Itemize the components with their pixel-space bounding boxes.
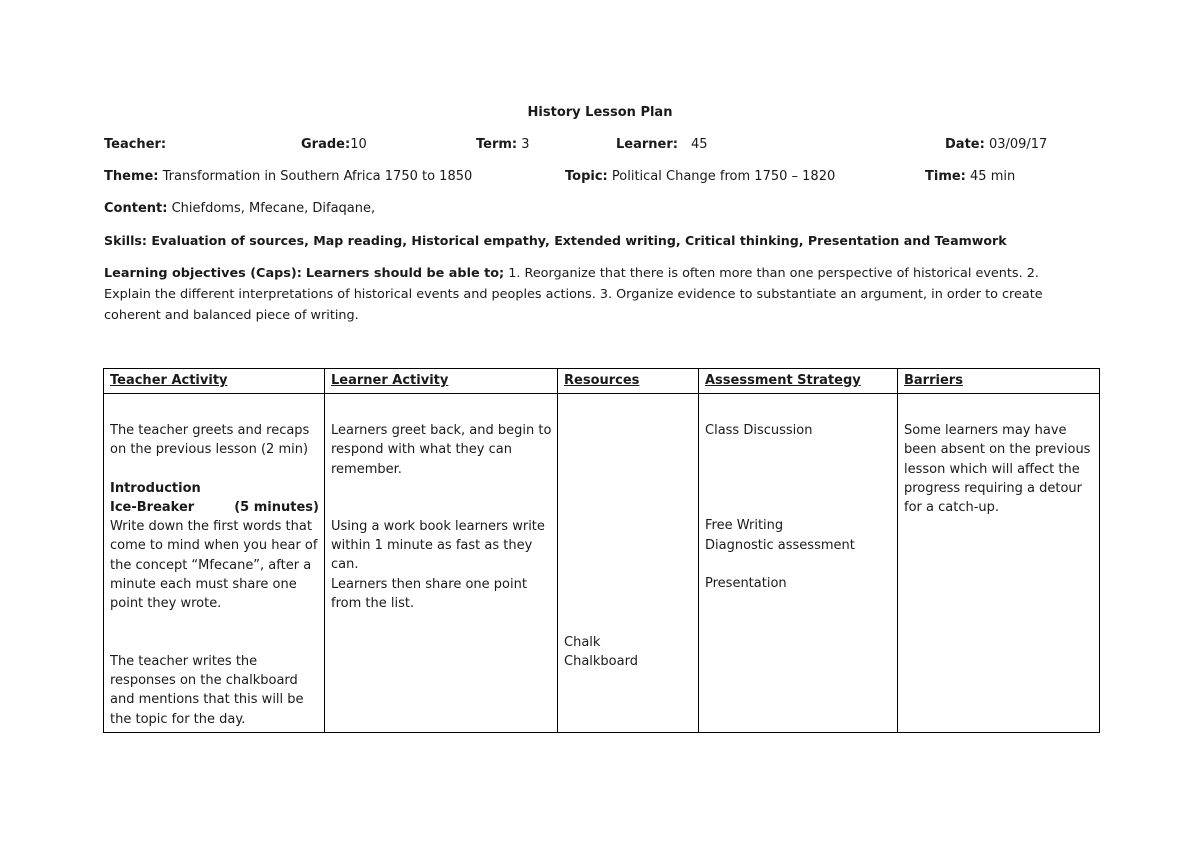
topic-value: Political Change from 1750 – 1820: [611, 169, 836, 184]
date-label: Date:: [945, 137, 985, 152]
text-line: minute each must share one: [110, 577, 297, 593]
header-resources: Resources: [558, 369, 699, 394]
text-line: Learners then share one point: [331, 576, 527, 592]
text-line: lesson which will affect the: [904, 461, 1080, 477]
learner-label: Learner:: [616, 137, 678, 152]
text-line: the concept “Mfecane”, after a: [110, 557, 312, 573]
term-value: 3: [521, 137, 530, 152]
learner-activity-cell: [325, 394, 558, 733]
resource-item: Chalk: [564, 635, 601, 650]
time-field: [925, 168, 1015, 186]
resources-cell: [558, 394, 699, 733]
text-line: Write down the first words that: [110, 519, 312, 535]
teacher-activity-cell: [104, 394, 325, 733]
icebreaker-time: (5 minutes): [234, 499, 319, 515]
time-label: Time:: [925, 169, 966, 184]
icebreaker-label: Ice-Breaker: [110, 499, 195, 515]
text-line: Using a work book learners write: [331, 518, 545, 534]
introduction-heading: Introduction: [110, 480, 201, 496]
resource-item: Chalkboard: [564, 654, 638, 670]
header-assessment-strategy: Assessment Strategy: [699, 369, 898, 394]
topic-field: [565, 168, 835, 186]
learner-field: [616, 136, 708, 154]
text-line: the topic for the day.: [110, 711, 246, 727]
text-line: come to mind when you hear of: [110, 538, 318, 554]
text-line: progress requiring a detour: [904, 480, 1082, 496]
barriers-cell: [898, 394, 1100, 733]
grade-field: [301, 136, 367, 154]
document-title: History Lesson Plan: [527, 105, 673, 120]
content-value: Chiefdoms, Mfecane, Difaqane,: [171, 201, 376, 216]
text-line: on the previous lesson (2 min): [110, 442, 309, 458]
skills-line: Skills: Evaluation of sources, Map reading, Historical empathy, Extended writing, Critical thinking, Presentation and Teamwork: [104, 233, 1007, 248]
text-line: responses on the chalkboard: [110, 672, 298, 688]
text-line: been absent on the previous: [904, 442, 1091, 458]
text-line: Learners greet back, and begin to: [331, 423, 552, 438]
term-field: [476, 136, 530, 154]
assessment-item: Presentation: [705, 575, 787, 591]
text-line: The teacher writes the: [110, 653, 258, 669]
learner-value: 45: [690, 137, 708, 152]
text-line: within 1 minute as fast as they: [331, 538, 533, 554]
objectives-lead: Learners should be able to;: [305, 266, 505, 281]
theme-value: Transformation in Southern Africa 1750 to 1850: [162, 169, 473, 184]
text-line: can.: [331, 557, 359, 573]
text-line: point they wrote.: [110, 596, 222, 612]
table-row: [104, 394, 1100, 733]
grade-label: Grade:: [301, 137, 351, 152]
objectives-text: 1. Reorganize that there is often more than one perspective of historical events. 2. Explain the different interpretations of historical events and peoples actions. 3. Organize evidence to substantiate an argument, in order to create coherent and balanced piece of writing.: [104, 266, 1043, 323]
text-line: remember.: [331, 461, 402, 477]
assessment-item: Free Writing: [705, 518, 784, 534]
content-label: Content:: [104, 201, 168, 216]
term-label: Term:: [476, 137, 518, 152]
assessment-strategy-cell: [699, 394, 898, 733]
date-value: 03/09/17: [988, 137, 1048, 152]
text-line: from the list.: [331, 596, 415, 612]
teacher-label: Teacher:: [104, 137, 167, 152]
header-teacher-activity: Teacher Activity: [104, 369, 325, 394]
header-barriers: Barriers: [898, 369, 1100, 394]
date-field: [945, 136, 1047, 154]
grade-value: 10: [350, 137, 367, 152]
assessment-item: Diagnostic assessment: [705, 537, 855, 553]
content-field: [104, 200, 375, 218]
learning-objectives: [104, 263, 1079, 326]
theme-label: Theme:: [104, 169, 159, 184]
topic-label: Topic:: [565, 169, 608, 184]
lesson-plan-table: [103, 368, 1100, 733]
text-line: for a catch-up.: [904, 500, 1000, 516]
time-value: 45 min: [970, 169, 1016, 184]
assessment-item: Class Discussion: [705, 423, 813, 438]
text-line: Some learners may have: [904, 423, 1067, 438]
text-line: respond with what they can: [331, 442, 512, 458]
icebreaker-heading: [110, 498, 318, 517]
objectives-label: Learning objectives (Caps):: [104, 266, 302, 281]
theme-field: [104, 168, 472, 186]
header-learner-activity: Learner Activity: [325, 369, 558, 394]
table-header-row: [104, 369, 1100, 394]
text-line: The teacher greets and recaps: [110, 423, 310, 438]
text-line: and mentions that this will be: [110, 692, 304, 708]
